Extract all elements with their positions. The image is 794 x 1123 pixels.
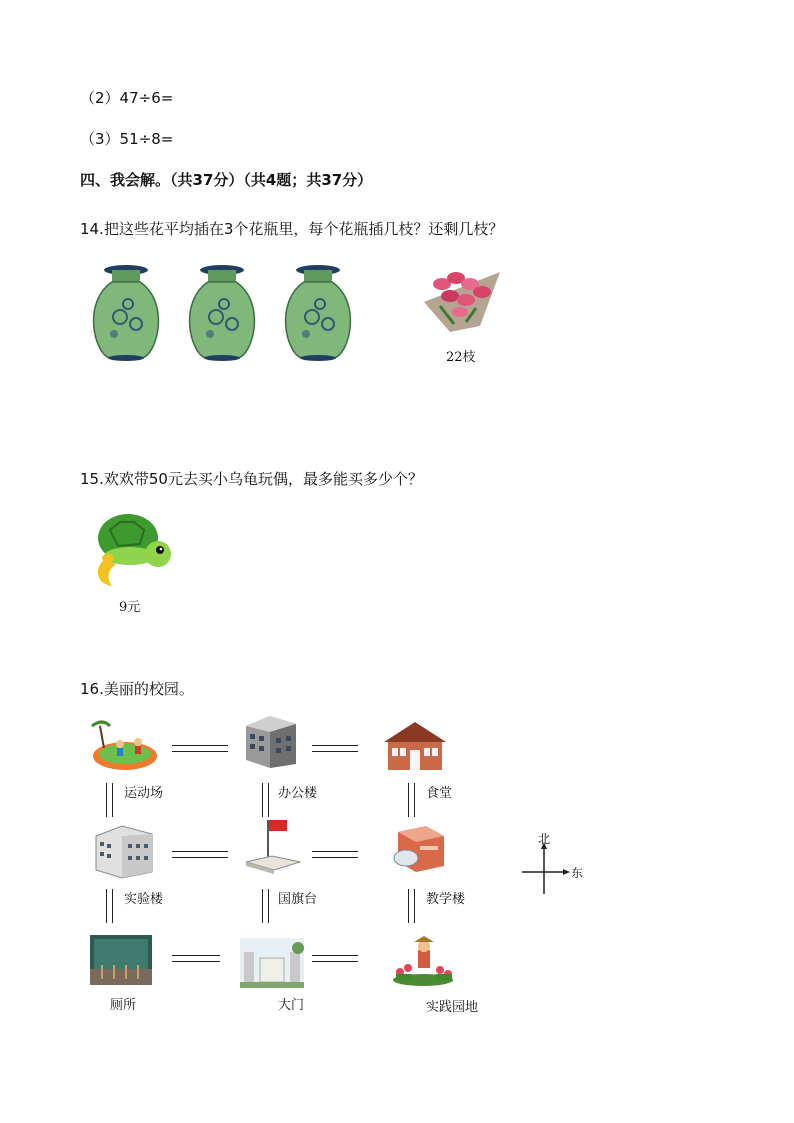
compass-icon bbox=[520, 840, 572, 896]
vase-1 bbox=[94, 265, 159, 361]
office-building-icon bbox=[240, 712, 300, 770]
question-16-text: 16.美丽的校园。 bbox=[80, 680, 194, 698]
vase-3 bbox=[286, 265, 351, 361]
lab-building-icon bbox=[92, 824, 156, 880]
place-label-gate: 大门 bbox=[278, 998, 305, 1013]
place-label-toilet: 厕所 bbox=[110, 998, 137, 1013]
question-2-line: （2）47÷6= bbox=[80, 89, 174, 107]
canteen-building-icon bbox=[382, 720, 448, 772]
connector-flag-teaching bbox=[312, 851, 358, 858]
flower-bouquet-icon bbox=[420, 262, 506, 334]
place-label-teaching: 教学楼 bbox=[426, 892, 466, 907]
place-label-lab: 实验楼 bbox=[124, 892, 164, 907]
connector-flag-gate bbox=[262, 889, 269, 923]
toilet-room-icon bbox=[90, 935, 152, 985]
school-gate-icon bbox=[240, 938, 304, 988]
compass-east-label: 东 bbox=[571, 866, 584, 880]
connector-lab-flag bbox=[172, 851, 228, 858]
connector-lab-toilet bbox=[106, 889, 113, 923]
compass-north-label: 北 bbox=[538, 832, 551, 846]
turtle-toy-icon bbox=[90, 508, 174, 588]
place-label-office: 办公楼 bbox=[278, 786, 318, 801]
practice-garden-icon bbox=[390, 936, 456, 986]
place-label-playground: 运动场 bbox=[124, 786, 164, 801]
connector-teaching-garden bbox=[408, 889, 415, 923]
vase-2 bbox=[190, 265, 255, 361]
connector-office-flag bbox=[262, 783, 269, 817]
section-4-title: 四、我会解。（共37分）（共4题；共37分） bbox=[80, 171, 373, 189]
connector-toilet-gate bbox=[172, 955, 220, 962]
vases-illustration bbox=[90, 262, 380, 364]
connector-canteen-teaching bbox=[408, 783, 415, 817]
flower-count-label: 22枝 bbox=[446, 350, 476, 365]
place-label-canteen: 食堂 bbox=[426, 786, 453, 801]
question-15-text: 15.欢欢带50元去买小乌龟玩偶，最多能买多少个？ bbox=[80, 470, 423, 488]
connector-playground-office bbox=[172, 745, 228, 752]
teaching-building-icon bbox=[392, 822, 448, 874]
question-3-line: （3）51÷8= bbox=[80, 130, 174, 148]
playground-icon bbox=[90, 718, 160, 774]
turtle-price-label: 9元 bbox=[119, 600, 141, 615]
question-14-text: 14.把这些花平均插在3个花瓶里，每个花瓶插几枝？还剩几枝？ bbox=[80, 220, 504, 238]
connector-office-canteen bbox=[312, 745, 358, 752]
connector-gate-garden bbox=[312, 955, 358, 962]
place-label-garden: 实践园地 bbox=[426, 1000, 479, 1015]
flag-platform-icon bbox=[242, 816, 302, 878]
connector-playground-lab bbox=[106, 783, 113, 817]
place-label-flag: 国旗台 bbox=[278, 892, 318, 907]
